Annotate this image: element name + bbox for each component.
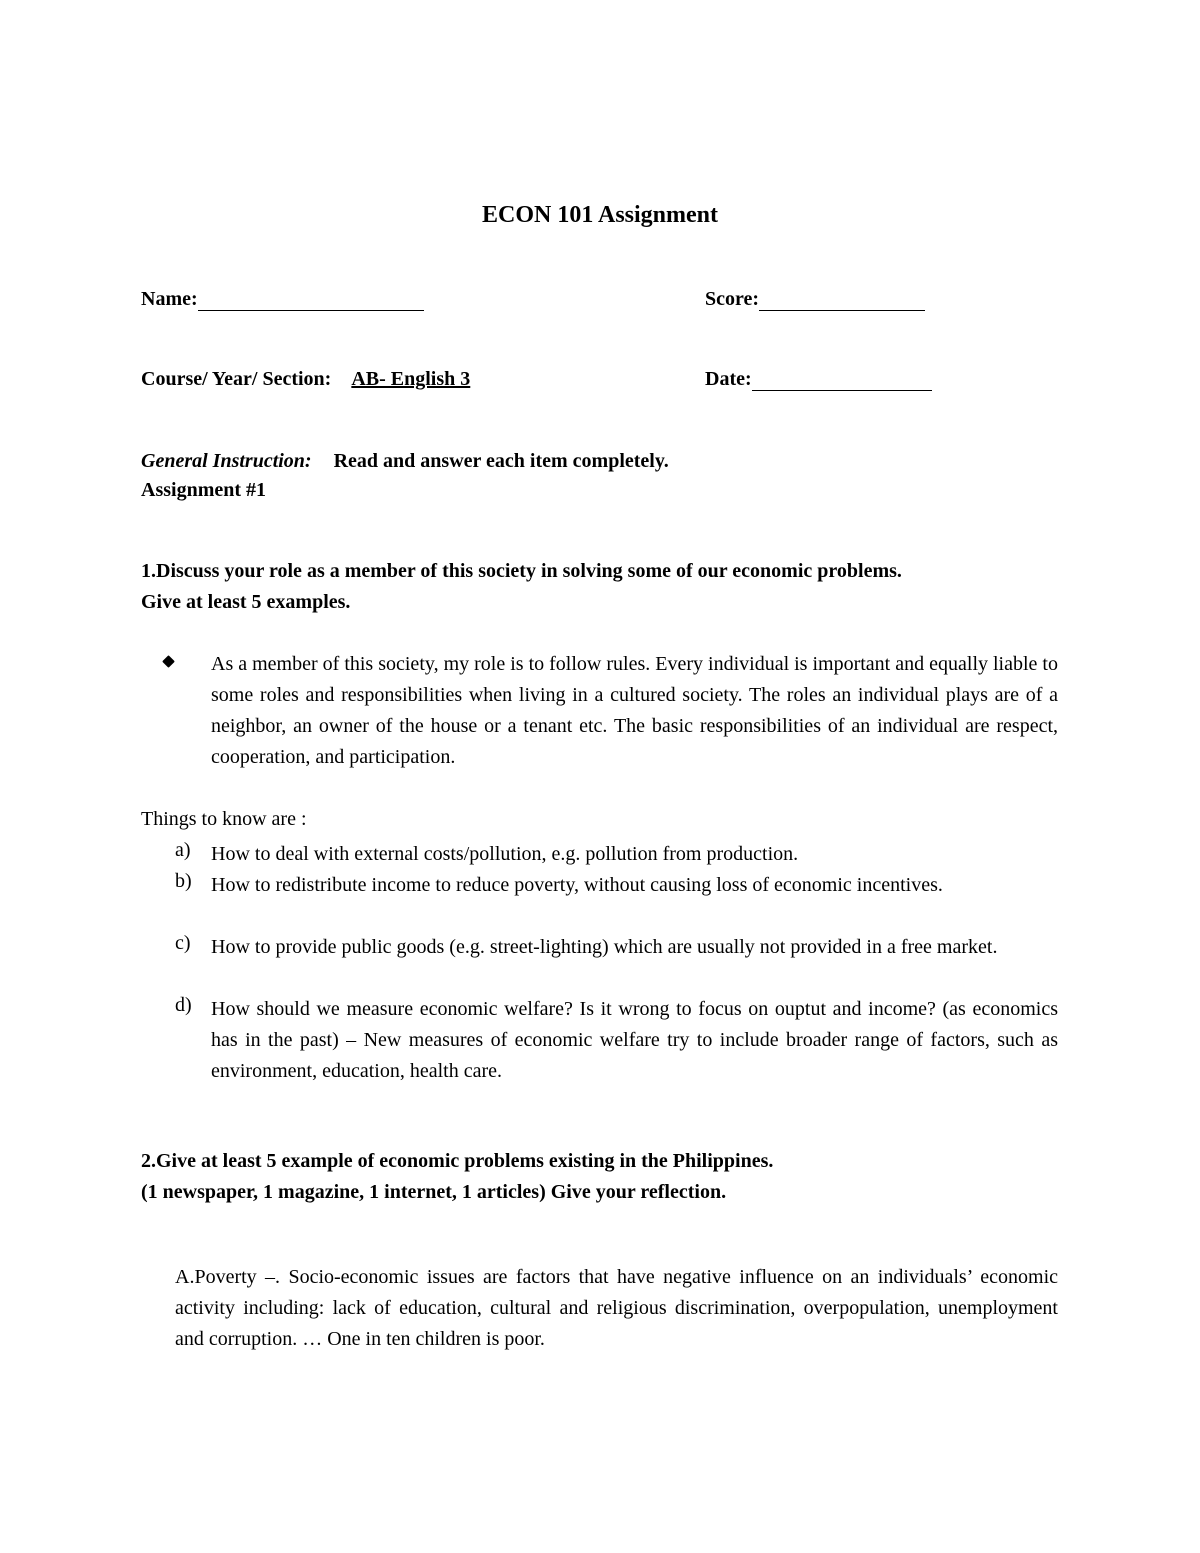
score-blank xyxy=(759,288,925,311)
date-field xyxy=(705,368,932,391)
name-label: Name: xyxy=(141,288,198,310)
bullet-icon xyxy=(162,655,175,668)
date-blank xyxy=(752,368,932,391)
list-item-c: How to provide public goods (e.g. street-lighting) which are usually not provided in a free market. xyxy=(211,936,998,958)
list-item-d: How should we measure economic welfare? Is it wrong to focus on ouptut and income? (as economics has in the past) – New measures of economic welfare try to include broader range of factors, such as environment, education, health care. xyxy=(211,998,1058,1082)
list-item-b: How to redistribute income to reduce poverty, without causing loss of economic incentives. xyxy=(211,874,943,896)
name-blank xyxy=(198,288,424,311)
list-label-d: d) xyxy=(175,994,192,1016)
list-label-c: c) xyxy=(175,932,191,954)
name-field xyxy=(141,288,424,311)
page-title: ECON 101 Assignment xyxy=(481,202,719,228)
assignment-heading: Assignment #1 xyxy=(141,479,267,501)
instruction-text: Read and answer each item completely. xyxy=(333,450,669,472)
course-label: Course/ Year/ Section: xyxy=(141,368,332,390)
score-label: Score: xyxy=(705,288,760,310)
course-field xyxy=(141,368,488,391)
question-1-answer: As a member of this society, my role is to follow rules. Every individual is important and equally liable to some roles and responsibilities when living in a cultured society. The roles an individual plays are of a neighbor, an owner of the house or a tenant etc. The basic responsibilities of an individual are respect, cooperation, and participation. xyxy=(211,653,1058,768)
things-heading: Things to know are : xyxy=(141,808,307,830)
list-item-a: How to deal with external costs/pollution, e.g. pollution from production. xyxy=(211,843,799,865)
list-label-a: a) xyxy=(175,839,191,861)
date-label: Date: xyxy=(705,368,752,390)
general-instruction xyxy=(141,450,669,473)
question-1-line-2: Give at least 5 examples. xyxy=(141,591,351,613)
question-2-line-1: 2.Give at least 5 example of economic problems existing in the Philippines. xyxy=(141,1150,774,1172)
instruction-label: General Instruction: xyxy=(141,450,312,472)
score-field xyxy=(705,288,925,311)
question-2-answer: A.Poverty –. Socio-economic issues are factors that have negative influence on an individuals’ economic activity including: lack of education, cultural and religious discrimination, overpopulation, unemployment and corruption. … One in ten children is poor. xyxy=(175,1266,1058,1350)
course-value: AB- English 3 xyxy=(351,368,471,390)
question-2-line-2: (1 newspaper, 1 magazine, 1 internet, 1 articles) Give your reflection. xyxy=(141,1181,727,1203)
question-1-line-1: 1.Discuss your role as a member of this society in solving some of our economic problems. xyxy=(141,560,902,582)
list-label-b: b) xyxy=(175,870,192,892)
